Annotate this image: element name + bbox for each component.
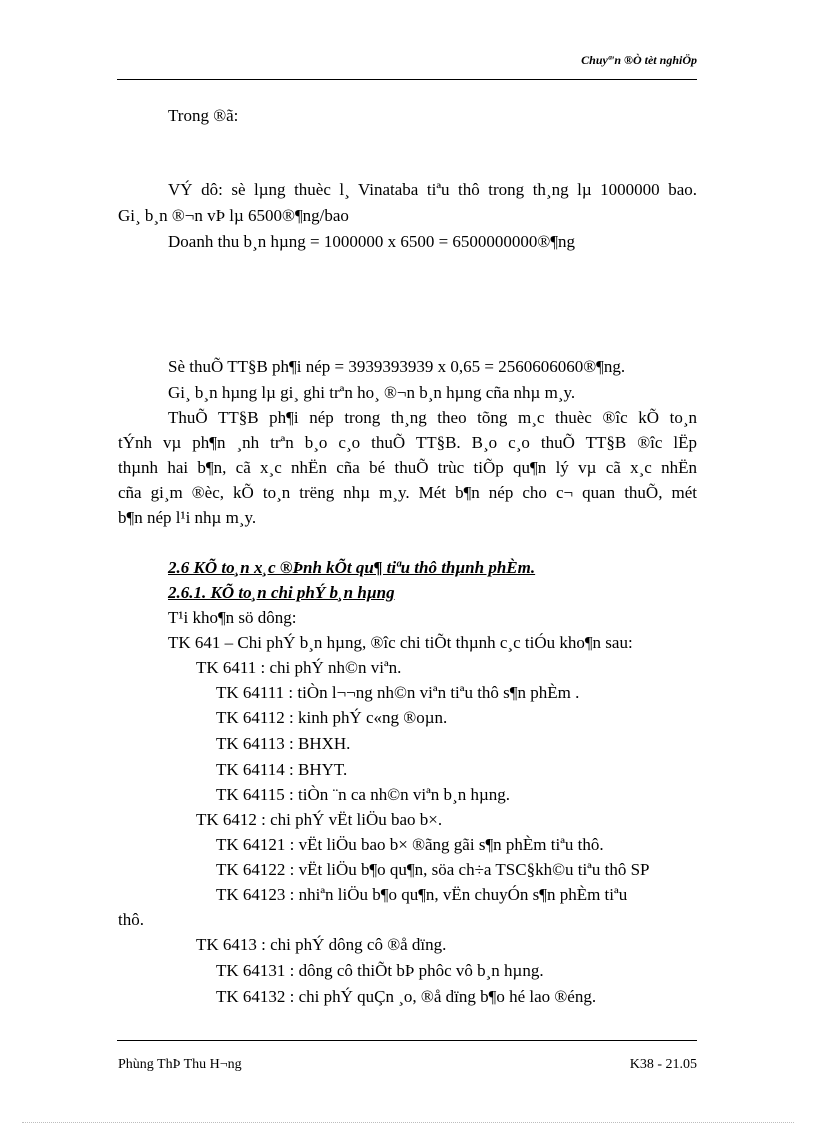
account-line: TK 64121 : vËt liÖu bao b× ®ãng gãi s¶n phÈm tiªu thô.	[216, 835, 604, 854]
account-line: TK 6412 : chi phÝ vËt liÖu bao b×.	[196, 810, 443, 829]
account-line: TK 64131 : dông cô thiÕt bÞ phôc vô b¸n hµng.	[216, 961, 544, 980]
example-line: Doanh thu b¸n hµng = 1000000 x 6500 = 6500000000®¶ng	[168, 232, 576, 251]
account-line: thô.	[118, 910, 144, 929]
example-line: Gi¸ b¸n ®¬n vÞ lµ 6500®¶ng/bao	[118, 206, 349, 225]
running-header: Chuyª'n ®Ò tèt nghiÖp	[581, 53, 697, 67]
account-line: TK 64123 : nhiªn liÖu b¶o qu¶n, vËn chuyÓn s¶n phÈm tiªu	[216, 885, 628, 904]
example-line: VÝ dô: sè lµng thuèc l¸ Vinataba tiªu thô trong th¸ng lµ 1000000 bao.	[168, 180, 697, 199]
paragraph-line: Gi¸ b¸n hµng lµ gi¸ ghi trªn ho¸ ®¬n b¸n hµng cña nhµ m¸y.	[168, 383, 576, 402]
subsection-heading: 2.6.1. KÕ to¸n chi phÝ b¸n hµng	[168, 583, 395, 602]
paragraph-line: T¹i kho¶n sö dông:	[168, 608, 297, 627]
account-line: TK 64122 : vËt liÖu b¶o qu¶n, söa ch÷a TSC§kh©u tiªu thô SP	[216, 860, 650, 879]
paragraph-line: b¶n nép l¹i nhµ m¸y.	[118, 508, 257, 527]
paragraph-line: ThuÕ TT§B ph¶i nép trong th¸ng theo tõng m¸c thuèc ®îc kÕ to¸n	[168, 408, 697, 427]
account-line: TK 64115 : tiÒn ¨n ca nh©n viªn b¸n hµng.	[216, 785, 511, 804]
paragraph-line: Trong ®ã:	[168, 106, 239, 125]
section-heading: 2.6 KÕ to¸n x¸c ®Þnh kÕt qu¶ tiªu thô thµnh phÈm.	[168, 558, 536, 577]
header-rule	[117, 79, 697, 80]
account-line: TK 64113 : BHXH.	[216, 734, 351, 753]
account-line: TK 64114 : BHYT.	[216, 760, 348, 779]
paragraph-line: tÝnh vµ ph¶n ¸nh trªn b¸o c¸o thuÕ TT§B. B¸o c¸o thuÕ TT§B ®îc lËp	[118, 433, 697, 452]
account-line: TK 64112 : kinh phÝ c«ng ®oµn.	[216, 708, 448, 727]
account-line: TK 6411 : chi phÝ nh©n viªn.	[196, 658, 402, 677]
footer-rule	[117, 1040, 697, 1041]
account-line: TK 6413 : chi phÝ dông cô ®å dïng.	[196, 935, 447, 954]
paragraph-line: thµnh hai b¶n, cã x¸c nhËn cña bé thuÕ trùc tiÕp qu¶n lý vµ cã x¸c nhËn	[118, 458, 697, 477]
footer-class-code: K38 - 21.05	[629, 1057, 697, 1072]
account-line: TK 64132 : chi phÝ quÇn ¸o, ®å dïng b¶o hé lao ®éng.	[216, 987, 597, 1006]
tax-line: Sè thuÕ TT§B ph¶i nép = 3939393939 x 0,65 = 2560606060®¶ng.	[168, 357, 626, 376]
footer-author: Phùng ThÞ Thu H¬ng	[118, 1057, 242, 1072]
account-line: TK 641 – Chi phÝ b¸n hµng, ®îc chi tiÕt thµnh c¸c tiÓu kho¶n sau:	[168, 633, 633, 652]
account-line: TK 64111 : tiÒn l¬¬ng nh©n viªn tiªu thô s¶n phÈm .	[216, 683, 580, 702]
paragraph-line: cña gi¸m ®èc, kÕ to¸n trëng nhµ m¸y. Mét b¶n nép cho c¬ quan thuÕ, mét	[118, 483, 697, 502]
